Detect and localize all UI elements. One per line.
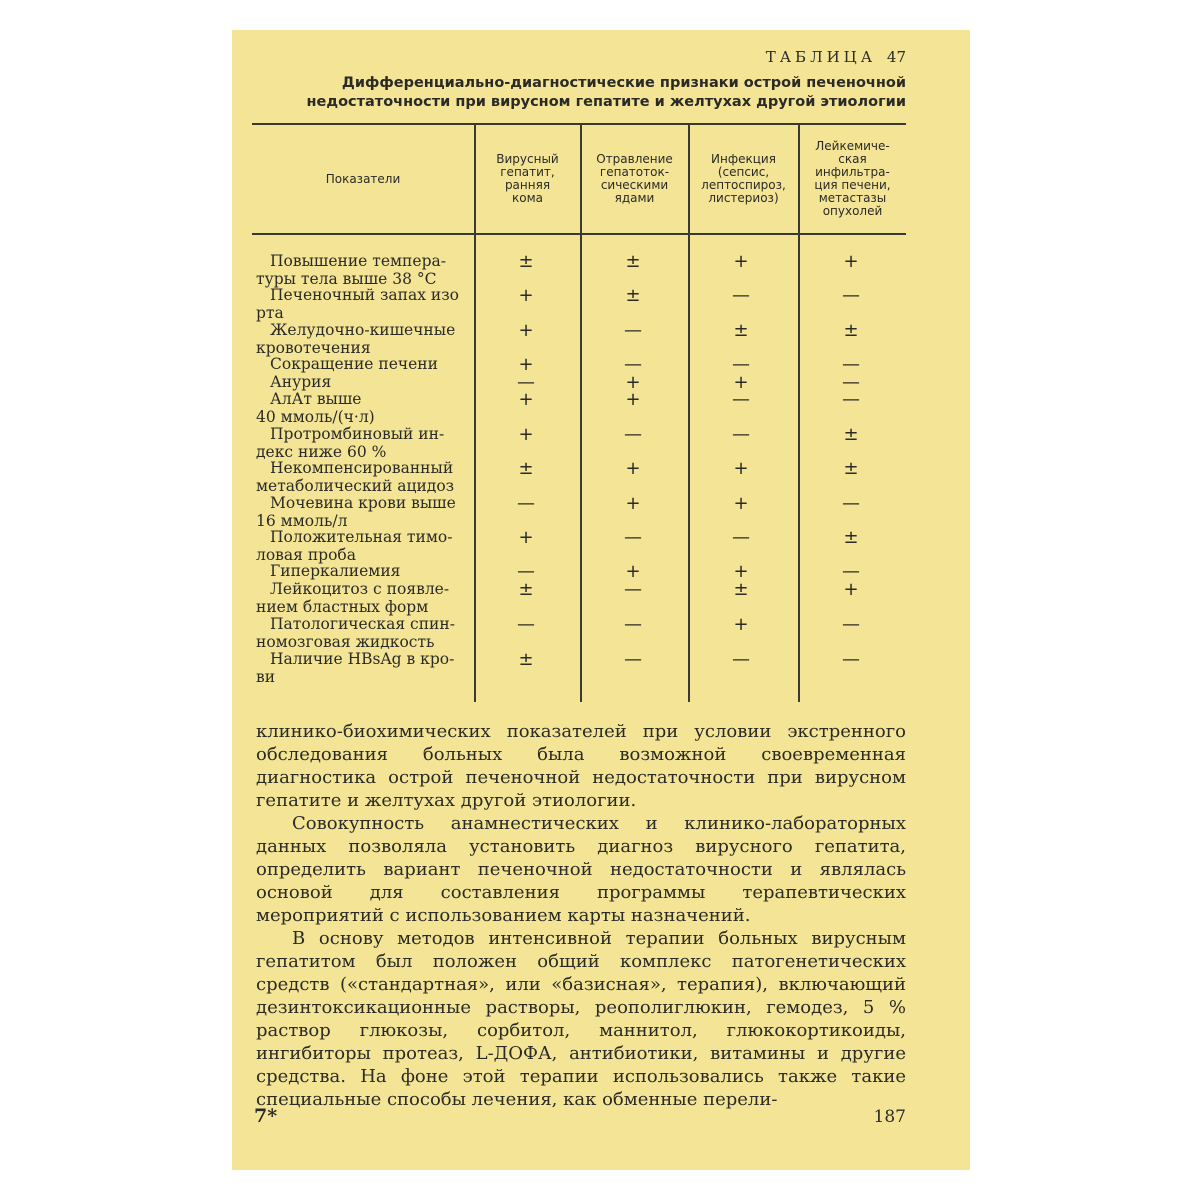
page-number: 187 xyxy=(873,1107,906,1127)
table-cell-mark: ± xyxy=(843,527,859,548)
table-cell-mark: ± xyxy=(625,285,641,306)
table-cell-mark: — xyxy=(624,424,642,445)
row-label-line: АлАт выше xyxy=(270,390,362,408)
table-cell-mark: — xyxy=(732,389,750,410)
table-cell-mark: — xyxy=(624,649,642,670)
row-label xyxy=(256,651,464,686)
table-cell-mark: — xyxy=(624,579,642,600)
table-cell-mark: + xyxy=(518,285,534,306)
body-text xyxy=(256,720,906,1111)
table-cell-mark: + xyxy=(625,458,641,479)
table-cell-mark: — xyxy=(732,527,750,548)
row-label xyxy=(256,374,464,392)
column-header-poisoning: Отравление гепатоток- сическими ядами xyxy=(596,152,673,205)
row-label xyxy=(256,391,464,426)
table-cell-mark: — xyxy=(517,614,535,635)
row-label-line: Патологическая спин- xyxy=(270,615,455,633)
row-label xyxy=(256,581,464,616)
table-cell-mark: + xyxy=(625,493,641,514)
table-cell-mark: ± xyxy=(843,424,859,445)
table-cell-mark: — xyxy=(842,389,860,410)
table-caption xyxy=(766,48,906,66)
row-label-line: Анурия xyxy=(270,373,332,391)
table-cell-mark: — xyxy=(842,285,860,306)
row-label xyxy=(256,426,464,461)
table-cell-mark: ± xyxy=(733,579,749,600)
row-label xyxy=(256,563,464,581)
table-cell-mark: — xyxy=(624,527,642,548)
signature-mark: 7* xyxy=(254,1105,278,1127)
row-label xyxy=(256,287,464,322)
row-label xyxy=(256,529,464,564)
table-cell-mark: ± xyxy=(518,649,534,670)
table-cell-mark: + xyxy=(518,354,534,375)
table-cell-mark: — xyxy=(624,320,642,341)
table-cell-mark: + xyxy=(733,251,749,272)
table-title-line: недостаточности при вирусном гепатите и желтухах другой этиологии xyxy=(306,94,906,110)
table-cell-mark: + xyxy=(843,579,859,600)
table-cell-mark: — xyxy=(842,614,860,635)
row-label-line: Положительная тимо- xyxy=(270,528,453,546)
table-cell-mark: — xyxy=(517,493,535,514)
row-label xyxy=(256,253,464,288)
paragraph: Совокупность анамнестических и клинико-лабораторных данных позволяла установить диагноз вирусного гепатита, определить вариант печеночной недостаточности и являлась основой для составления программы терапевтических мероприятий с использованием карты назначений. xyxy=(256,813,906,926)
table-title-line: Дифференциально-диагностические признаки острой печеночной xyxy=(341,75,906,91)
table-cell-mark: — xyxy=(517,372,535,393)
column-divider xyxy=(798,234,800,702)
row-label-line: Некомпенсированный xyxy=(270,459,454,477)
table-cell-mark: — xyxy=(517,561,535,582)
table-cell-mark: + xyxy=(625,561,641,582)
table-cell-mark: — xyxy=(842,493,860,514)
table-cell-mark: ± xyxy=(625,251,641,272)
row-label xyxy=(256,356,464,374)
row-label-line: Печеночный запах изо xyxy=(270,286,459,304)
row-label-line: ловая проба xyxy=(256,545,357,564)
table-cell-mark: ± xyxy=(518,579,534,600)
row-label-line: рта xyxy=(256,303,284,322)
table-cell-mark: — xyxy=(624,614,642,635)
table-cell-mark: — xyxy=(842,649,860,670)
book-page xyxy=(232,30,970,1170)
table-cell-mark: + xyxy=(518,527,534,548)
row-label xyxy=(256,322,464,357)
row-label-line: Наличие HBsAg в кро- xyxy=(270,650,455,668)
paragraph: клинико-биохимических показателей при условии экстренного обследования больных была возможной своевременная диагностика острой печеночной недостаточности при вирусном гепатите и желтухах другой этиологии. xyxy=(256,721,906,811)
row-label-line: Желудочно-кишечные xyxy=(270,321,456,339)
table-cell-mark: + xyxy=(625,389,641,410)
row-label-line: Гиперкалиемия xyxy=(270,562,401,580)
table-cell-mark: + xyxy=(733,561,749,582)
row-label-line: декс ниже 60 % xyxy=(256,442,387,461)
table-title xyxy=(252,74,906,112)
table-cell-mark: ± xyxy=(733,320,749,341)
row-label-line: кровотечения xyxy=(256,338,371,357)
table-header-rule xyxy=(252,233,906,235)
row-label-line: Протромбиновый ин- xyxy=(270,425,445,443)
row-label-line: туры тела выше 38 °С xyxy=(256,269,437,288)
table-cell-mark: — xyxy=(842,372,860,393)
table-cell-mark: — xyxy=(624,354,642,375)
table-cell-mark: — xyxy=(732,424,750,445)
row-label-line: Сокращение печени xyxy=(270,355,438,373)
row-label xyxy=(256,495,464,530)
row-label-line: ви xyxy=(256,667,276,686)
row-label-line: номозговая жидкость xyxy=(256,632,435,651)
table-cell-mark: ± xyxy=(843,458,859,479)
row-label-line: нием бластных форм xyxy=(256,597,429,616)
row-label-line: Повышение темпера- xyxy=(270,252,446,270)
column-divider xyxy=(580,234,582,702)
table-cell-mark: ± xyxy=(843,320,859,341)
row-label xyxy=(256,616,464,651)
table-cell-mark: + xyxy=(843,251,859,272)
row-label-line: метаболический ацидоз xyxy=(256,476,455,495)
table-cell-mark: — xyxy=(732,649,750,670)
table-cell-mark: + xyxy=(518,389,534,410)
column-header-viral-hepatitis: Вирусный гепатит, ранняя кома xyxy=(496,152,559,205)
row-label xyxy=(256,460,464,495)
table-cell-mark: — xyxy=(842,561,860,582)
row-label-line: 40 ммоль/(ч·л) xyxy=(256,407,375,426)
column-header-infection: Инфекция (сепсис, лептоспироз, листериоз) xyxy=(701,152,786,205)
table-cell-mark: + xyxy=(733,493,749,514)
table-cell-mark: — xyxy=(732,354,750,375)
table-number: 47 xyxy=(886,48,906,66)
table-cell-mark: ± xyxy=(518,251,534,272)
table-cell-mark: ± xyxy=(518,458,534,479)
table-cell-mark: — xyxy=(842,354,860,375)
table-cell-mark: + xyxy=(518,424,534,445)
table-cell-mark: + xyxy=(625,372,641,393)
row-label-line: Лейкоцитоз с появле- xyxy=(270,580,450,598)
column-header-indicators: Показатели xyxy=(325,171,401,186)
table-cell-mark: + xyxy=(518,320,534,341)
row-label-line: Мочевина крови выше xyxy=(270,494,456,512)
table-cell-mark: + xyxy=(733,614,749,635)
table-cell-mark: + xyxy=(733,458,749,479)
column-divider xyxy=(688,234,690,702)
table-cell-mark: — xyxy=(732,285,750,306)
table-cell-mark: + xyxy=(733,372,749,393)
paragraph: В основу методов интенсивной терапии больных вирусным гепатитом был положен общий комплекс патогенетических средств («стандартная», или «базисная», терапия), включающий дезинтоксикационные растворы, реополиглюкин, гемодез, 5 % раствор глюкозы, сорбитол, маннитол, глюкокортикоиды, ингибиторы протеаз, L-ДОФА, антибиотики, витамины и другие средства. На фоне этой терапии использовались также такие специальные способы лечения, как обменные перели- xyxy=(256,928,906,1110)
table-caption-label: ТАБЛИЦА xyxy=(765,48,877,66)
row-label-line: 16 ммоль/л xyxy=(256,511,348,530)
column-header-leukemic: Лейкемиче- ская инфильтра- ция печени, метастазы опухолей xyxy=(814,139,891,218)
